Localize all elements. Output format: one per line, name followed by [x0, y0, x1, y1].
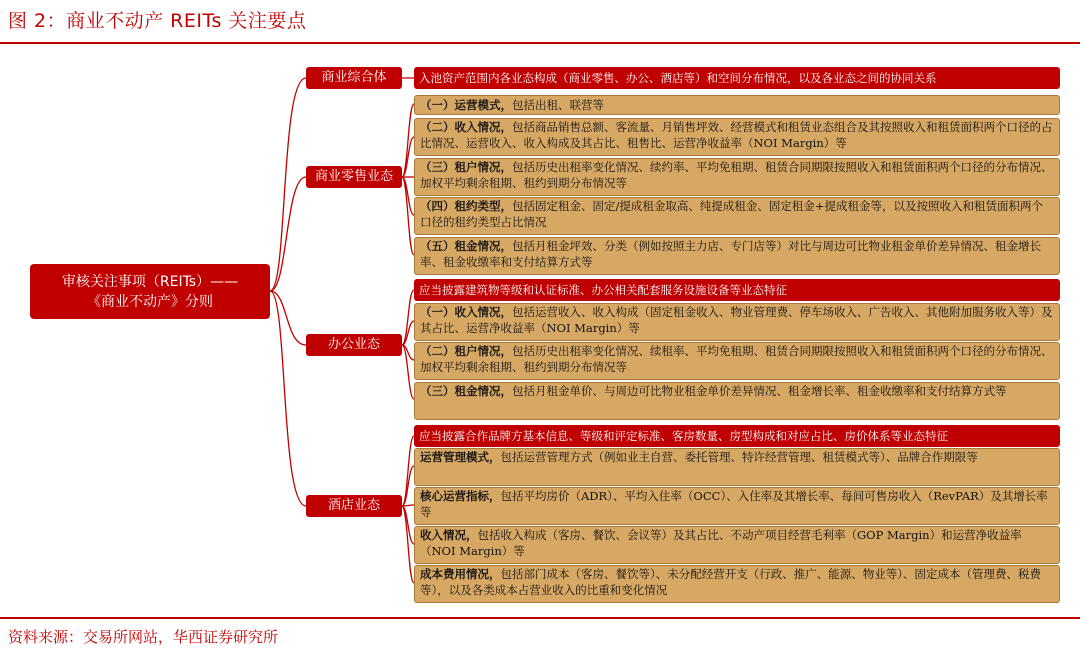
box-office-revenue [414, 303, 1060, 341]
root-line-2: 《商业不动产》分则 [87, 293, 213, 310]
box-hotel-core-metrics [414, 487, 1060, 525]
box-hotel-costs [414, 565, 1060, 603]
box-text: 包括部门成本（客房、餐饮等）、未分配经营开支（行政、推广、能源、物业等）、固定成本（管理费、税费等），以及各类成本占营业收入的比重和变化情况 [420, 567, 1041, 597]
category-commercial-complex: 商业综合体 [306, 67, 402, 89]
box-retail-rent [414, 237, 1060, 275]
box-lead: （三）租金情况， [420, 384, 512, 398]
box-text: 包括运营管理方式（例如业主自营、委托管理、特许经营管理、租赁模式等）、品牌合作期限等 [500, 450, 978, 464]
root-line-1: 审核关注事项（REITs）—— [61, 273, 239, 290]
box-lead: （二）租户情况， [420, 344, 512, 358]
box-text: 包括出租、联营等 [512, 98, 604, 112]
box-retail-revenue [414, 118, 1060, 156]
bottom-rule [0, 617, 1080, 619]
source-note: 资料来源：交易所网站，华西证券研究所 [8, 628, 279, 646]
box-lead: 收入情况， [420, 528, 478, 542]
box-lead: 核心运营指标， [420, 489, 501, 503]
box-lead: （五）租金情况， [420, 239, 512, 253]
box-text: 包括平均房价（ADR）、平均入住率（OCC）、入住率及其增长率、每间可售房收入（RevPAR）及其增长率等 [420, 489, 1048, 519]
box-lead: （一）收入情况， [420, 305, 512, 319]
box-lead: （二）收入情况， [420, 120, 512, 134]
box-text: 包括运营收入、收入构成（固定租金收入、物业管理费、停车场收入、广告收入、其他附加服务收入等）及其占比、运营净收益率（NOI Margin）等 [420, 305, 1053, 335]
category-retail: 商业零售业态 [306, 166, 402, 188]
box-lead: 成本费用情况， [420, 567, 501, 581]
box-hotel-operation-mode [414, 448, 1060, 486]
box-text: 包括商品销售总额、客流量、月销售坪效、经营模式和租赁业态组合及其按照收入和租赁面积两个口径的占比情况、运营收入、收入构成及其占比、租售比、运营净收益率（NOI Margin）等 [420, 120, 1053, 150]
box-text: 包括月租金坪效、分类（例如按照主力店、专门店等）对比与周边可比物业租金单价差异情况、租金增长率、租金收缴率和支付结算方式等 [420, 239, 1041, 269]
box-text: 应当披露合作品牌方基本信息、等级和评定标准、客房数量、房型构成和对应占比、房价体系等业态特征 [419, 429, 948, 443]
box-text: 包括历史出租率变化情况、续租率、平均免租期、租赁合同期限按照收入和租赁面积两个口径的分布情况、加权平均剩余租期、租约到期分布情况等 [420, 344, 1053, 374]
box-lead: 运营管理模式， [420, 450, 501, 464]
category-hotel: 酒店业态 [306, 495, 402, 517]
root-node [30, 264, 270, 319]
box-text: 应当披露建筑物等级和认证标准、办公相关配套服务设施设备等业态特征 [419, 283, 787, 297]
box-lead: （一）运营模式， [420, 98, 512, 112]
box-text: 入池资产范围内各业态构成（商业零售、办公、酒店等）和空间分布情况，以及各业态之间的协同关系 [419, 71, 937, 85]
figure-title: 图 2：商业不动产 REITs 关注要点 [8, 10, 307, 32]
box-office-disclosure [414, 279, 1060, 301]
box-text: 包括固定租金、固定/提成租金取高、纯提成租金、固定租金+提成租金等，以及按照收入和租赁面积两个口径的租约类型占比情况 [420, 199, 1044, 229]
box-hotel-disclosure [414, 425, 1060, 447]
box-office-tenants [414, 342, 1060, 380]
box-retail-lease-type [414, 197, 1060, 235]
box-text: 包括月租金单价、与周边可比物业租金单价差异情况、租金增长率、租金收缴率和支付结算方式等 [512, 384, 1007, 398]
box-lead: （四）租约类型， [420, 199, 512, 213]
box-office-rent [414, 382, 1060, 420]
box-lead: （三）租户情况， [420, 160, 512, 174]
category-office: 办公业态 [306, 334, 402, 356]
box-retail-operation-mode [414, 95, 1060, 115]
box-retail-tenants [414, 158, 1060, 196]
box-complex-composition [414, 67, 1060, 89]
box-text: 包括历史出租率变化情况、续约率、平均免租期、租赁合同期限按照收入和租赁面积两个口径的分布情况、加权平均剩余租期、租约到期分布情况等 [420, 160, 1053, 190]
box-hotel-revenue [414, 526, 1060, 564]
box-text: 包括收入构成（客房、餐饮、会议等）及其占比、不动产项目经营毛利率（GOP Margin）和运营净收益率（NOI Margin）等 [420, 528, 1022, 558]
